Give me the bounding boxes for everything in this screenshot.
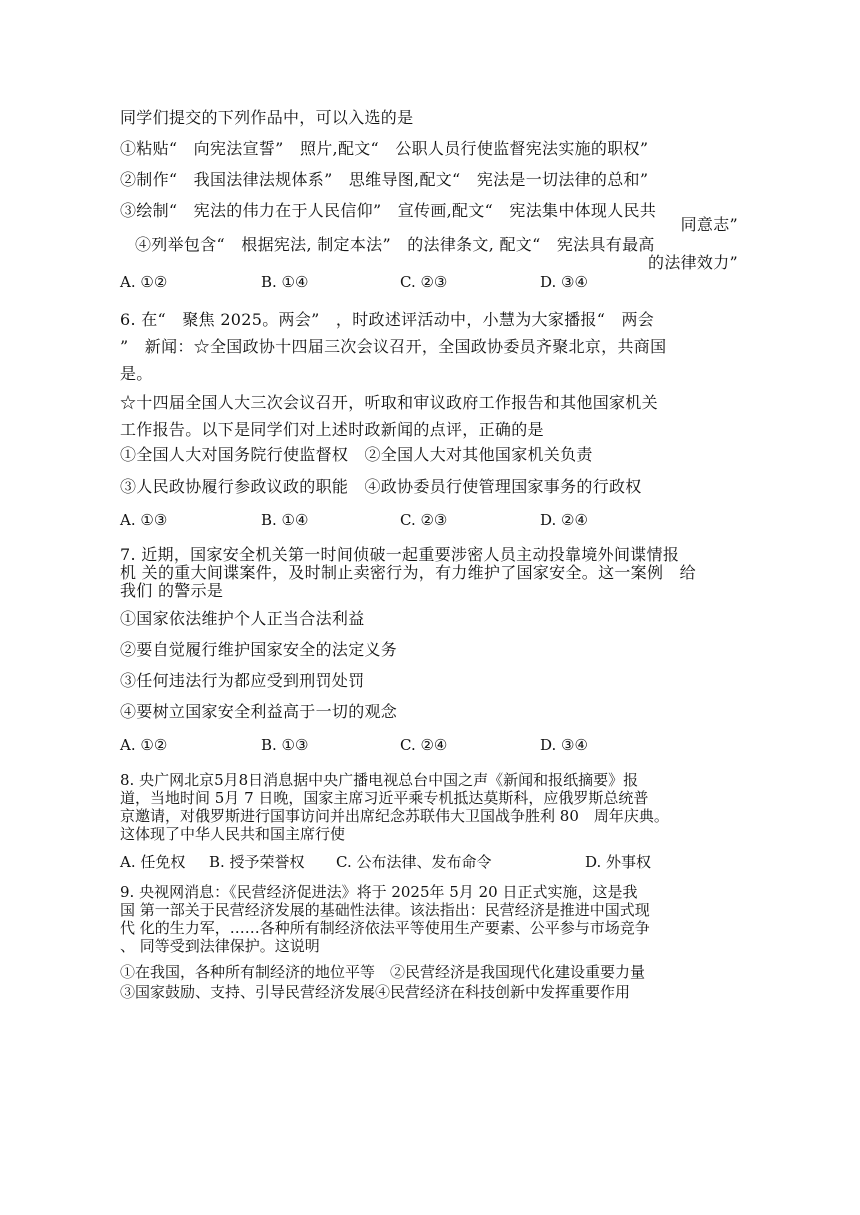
q7-option-d: D. ③④ [540,736,588,754]
q5-option-a: A. ①② [120,273,168,291]
q7-option-b: B. ①③ [261,736,309,754]
q6-option-c: C. ②③ [400,511,448,529]
q6-line-5: 工作报告。以下是同学们对上述时政新闻的点评，正确的是 [120,420,544,439]
q5-item-1: ①粘贴“ 向宪法宣誓” 照片,配文“ 公职人员行使监督宪法实施的职权” [120,139,649,158]
q8-option-a: A. 任免权 [120,853,186,871]
q5-item-3: ③绘制“ 宪法的伟力在于人民信仰” 宣传画,配文“ 宪法集中体现人民共 [120,201,657,220]
q9-item-3-4: ③国家鼓励、支持、引导民营经济发展④民营经济在科技创新中发挥重要作用 [120,983,631,1001]
q5-item-4-cont: 的法律效力” [648,253,738,272]
q6-line-1: 6. 在“ 聚焦 2025。两会” ，时政述评活动中，小慧为大家播报“ 两会 [120,310,655,329]
q6-option-b: B. ①④ [261,511,309,529]
q6-item-1-2: ①全国人大对国务院行使监督权 ②全国人大对其他国家机关负责 [120,445,593,464]
q5-option-b: B. ①④ [261,273,309,291]
q7-item-1: ①国家依法维护个人正当合法利益 [120,609,365,628]
q9-line-3: 代 化的生力军，……各种所有制经济依法平等使用生产要素、公平参与市场竞争 [120,919,650,937]
q6-option-d: D. ②④ [540,511,588,529]
q5-item-3-cont: 同意志” [680,215,738,234]
q5-stem: 同学们提交的下列作品中，可以入选的是 [120,108,414,127]
q8-line-2: 道，当地时间 5月 7 日晚，国家主席习近平乘专机抵达莫斯科，应俄罗斯总统普 [120,789,649,807]
q8-line-3: 京邀请，对俄罗斯进行国事访问并出席纪念苏联伟大卫国战争胜利 80 周年庆典。 [120,807,669,825]
q9-line-2: 国 第一部关于民营经济发展的基础性法律。该法指出：民营经济是推进中国式现 [120,901,650,919]
q8-line-1: 8. 央广网北京5月8日消息据中央广播电视总台中国之声《新闻和报纸摘要》报 [120,771,639,789]
q7-option-c: C. ②④ [400,736,448,754]
q7-line-2: 机 关的重大间谍案件，及时制止卖密行为，有力维护了国家安全。这一案例 给 [120,563,696,582]
q7-item-2: ②要自觉履行维护国家安全的法定义务 [120,640,398,659]
q8-option-b: B. 授予荣誉权 [209,853,305,871]
q5-option-d: D. ③④ [540,273,588,291]
q9-line-4: 、 同等受到法律保护。这说明 [120,937,320,955]
q9-item-1-2: ①在我国，各种所有制经济的地位平等 ②民营经济是我国现代化建设重要力量 [120,963,646,981]
q7-option-a: A. ①② [120,736,168,754]
q8-option-c: C. 公布法律、发布命令 [336,853,492,871]
q6-line-4: ☆十四届全国人大三次会议召开，听取和审议政府工作报告和其他国家机关 [120,393,658,412]
q6-line-2: ” 新闻：☆全国政协十四届三次会议召开，全国政协委员齐聚北京，共商国 [120,337,667,356]
q5-item-2: ②制作“ 我国法律法规体系” 思维导图,配文“ 宪法是一切法律的总和” [120,170,649,189]
q6-item-3-4: ③人民政协履行参政议政的职能 ④政协委员行使管理国家事务的行政权 [120,477,642,496]
q7-line-3: 我们 的警示是 [120,581,224,600]
q6-line-3: 是。 [120,364,153,383]
q6-option-a: A. ①③ [120,511,168,529]
q7-item-3: ③任何违法行为都应受到刑罚处罚 [120,671,365,690]
q8-line-4: 这体现了中华人民共和国主席行使 [120,825,346,843]
q5-item-4: ④列举包含“ 根据宪法, 制定本法” 的法律条文, 配文“ 宪法具有最高 [135,235,655,254]
q7-line-1: 7. 近期，国家安全机关第一时间侦破一起重要涉密人员主动投靠境外间谍情报 [120,545,680,564]
q9-line-1: 9. 央视网消息：《民营经济促进法》将于 2025年 5月 20 日正式实施，这是我 [120,883,638,901]
q5-option-c: C. ②③ [400,273,448,291]
q7-item-4: ④要树立国家安全利益高于一切的观念 [120,702,398,721]
q8-option-d: D. 外事权 [585,853,652,871]
